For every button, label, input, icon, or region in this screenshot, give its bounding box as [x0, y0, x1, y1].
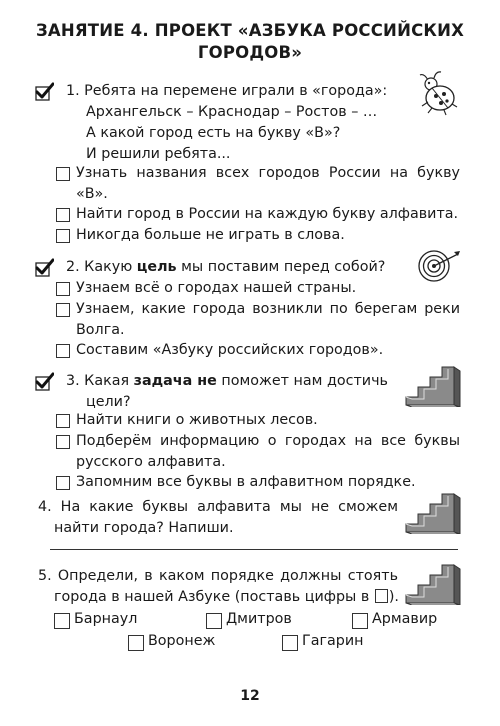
city-number-box[interactable] [282, 635, 298, 651]
q3-question-line2: цели? [86, 394, 131, 410]
city-number-box[interactable] [352, 613, 368, 629]
stairs-icon [404, 563, 462, 605]
lesson-title-line2: ГОРОДОВ» [197, 43, 303, 62]
option-checkbox[interactable] [56, 208, 70, 222]
q3-prefix: 3. Какая [66, 373, 134, 389]
q5-line2-text: города в нашей Азбуке (поставь цифры в [54, 589, 370, 605]
checkmark-icon [34, 258, 54, 278]
stairs-icon [404, 492, 462, 534]
inline-box-sample [375, 589, 388, 603]
option-checkbox[interactable] [56, 435, 70, 449]
lesson-title-line1: ЗАНЯТИЕ 4. ПРОЕКТ «АЗБУКА РОССИЙСКИХ [36, 21, 464, 40]
city-number-box[interactable] [128, 635, 144, 651]
city-voronezh: Воронеж [148, 633, 216, 649]
q3-suffix: поможет нам достичь [216, 373, 388, 389]
checkmark-icon [34, 82, 54, 102]
q3-option2-line2: русского алфавита. [76, 454, 226, 470]
q3-bold-words: задача не [133, 373, 217, 389]
q1-option1-line2: «В». [76, 186, 108, 202]
q5-question-line1: 5. Определи, в каком порядке должны стоять [38, 568, 398, 584]
option-checkbox[interactable] [56, 167, 70, 181]
q1-line3: А какой город есть на букву «В»? [86, 125, 341, 141]
q2-option1: Узнаем всё о городах нашей страны. [76, 280, 357, 296]
option-checkbox[interactable] [56, 476, 70, 490]
city-gagarin: Гагарин [302, 633, 364, 649]
q3-option3: Запомним все буквы в алфавитном порядке. [76, 474, 416, 490]
q3-option2-line1: Подберём информацию о городах на все буквы [76, 433, 460, 449]
q1-line2: Архангельск – Краснодар – Ростов – … [86, 104, 378, 120]
q4-question-line1: 4. На какие буквы алфавита мы не сможем [38, 499, 398, 515]
stairs-icon [404, 365, 462, 407]
q1-option1-line1: Узнать названия всех городов России на букву [76, 165, 460, 181]
q2-option3: Составим «Азбуку российских городов». [76, 342, 384, 358]
option-checkbox[interactable] [56, 344, 70, 358]
city-number-box[interactable] [206, 613, 222, 629]
ladybug-icon [414, 70, 460, 116]
q4-question-line2: найти города? Напиши. [54, 520, 234, 536]
city-number-box[interactable] [54, 613, 70, 629]
q2-bold-word: цель [136, 259, 177, 275]
option-checkbox[interactable] [56, 303, 70, 317]
checkmark-icon [34, 372, 54, 392]
q3-option1: Найти книги о животных лесов. [76, 412, 318, 428]
page-number: 12 [240, 688, 260, 704]
option-checkbox[interactable] [56, 414, 70, 428]
target-icon [414, 248, 462, 284]
q5-line2-end: ). [388, 589, 399, 605]
q1-option2: Найти город в России на каждую букву алфавита. [76, 206, 459, 222]
q1-line1: 1. Ребята на перемене играли в «города»: [66, 83, 388, 99]
q2-prefix: 2. Какую [66, 259, 137, 275]
city-armavir: Армавир [372, 611, 438, 627]
q2-question [66, 258, 385, 277]
option-checkbox[interactable] [56, 282, 70, 296]
city-barnaul: Барнаул [74, 611, 138, 627]
q1-option3: Никогда больше не играть в слова. [76, 227, 345, 243]
q1-line4: И решили ребята... [86, 146, 231, 162]
q2-option2-line2: Волга. [76, 322, 125, 338]
q2-suffix: мы поставим перед собой? [176, 259, 386, 275]
answer-line[interactable] [50, 549, 458, 550]
option-checkbox[interactable] [56, 229, 70, 243]
q2-option2-line1: Узнаем, какие города возникли по берегам реки [76, 301, 460, 317]
city-dmitrov: Дмитров [226, 611, 292, 627]
q5-question-line2 [54, 588, 399, 607]
q3-question-line1 [66, 372, 388, 391]
